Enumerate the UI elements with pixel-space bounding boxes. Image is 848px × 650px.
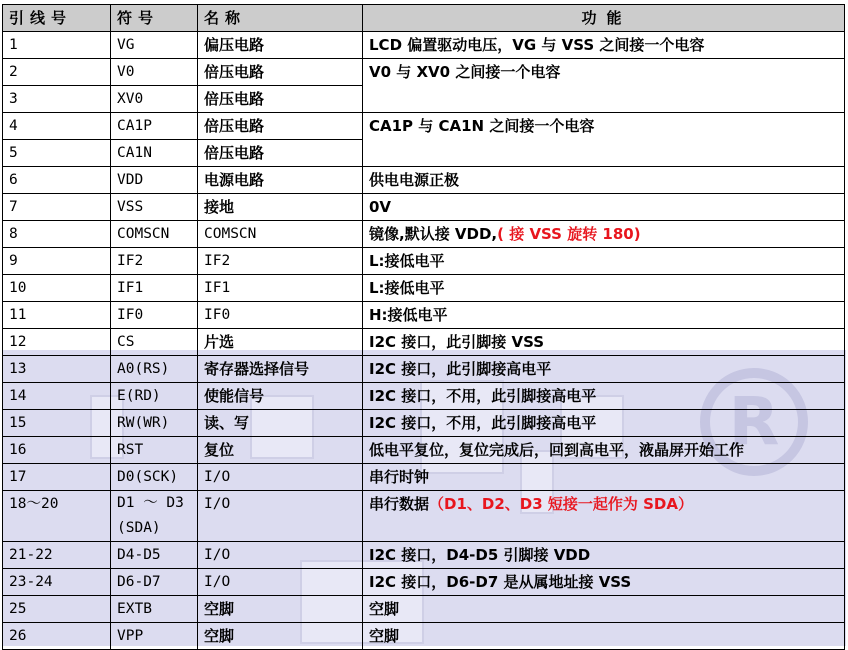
function-cell: 供电电源正极 bbox=[363, 167, 845, 194]
function-cell: I2C 接口，D6-D7 是从属地址接 VSS bbox=[363, 569, 845, 596]
pin-cell: 11 bbox=[3, 302, 111, 329]
function-cell: CA1P 与 CA1N 之间接一个电容 bbox=[363, 113, 845, 167]
pin-cell: 26 bbox=[3, 623, 111, 650]
name-cell: 电源电路 bbox=[198, 167, 363, 194]
function-cell: LCD 偏置驱动电压，VG 与 VSS 之间接一个电容 bbox=[363, 32, 845, 59]
table-row bbox=[3, 302, 845, 329]
table-row bbox=[3, 32, 845, 59]
name-cell: COMSCN bbox=[198, 221, 363, 248]
pin-cell: 4 bbox=[3, 113, 111, 140]
pin-cell: 14 bbox=[3, 383, 111, 410]
symbol-cell: E(RD) bbox=[111, 383, 198, 410]
function-cell bbox=[363, 491, 845, 542]
function-cell: 空脚 bbox=[363, 623, 845, 650]
pin-cell: 12 bbox=[3, 329, 111, 356]
symbol-cell: VSS bbox=[111, 194, 198, 221]
table-row bbox=[3, 491, 845, 542]
function-text: 串行数据 bbox=[369, 495, 430, 513]
name-cell: 倍压电路 bbox=[198, 113, 363, 140]
function-text: 镜像,默认接 VDD, bbox=[369, 225, 498, 243]
pin-cell: 13 bbox=[3, 356, 111, 383]
symbol-cell: IF0 bbox=[111, 302, 198, 329]
function-cell: V0 与 XV0 之间接一个电容 bbox=[363, 59, 845, 113]
symbol-cell: D6-D7 bbox=[111, 569, 198, 596]
pin-cell: 15 bbox=[3, 410, 111, 437]
symbol-cell: CA1P bbox=[111, 113, 198, 140]
pin-cell: 5 bbox=[3, 140, 111, 167]
function-cell: I2C 接口，此引脚接 VSS bbox=[363, 329, 845, 356]
name-cell: 倍压电路 bbox=[198, 140, 363, 167]
symbol-cell: VG bbox=[111, 32, 198, 59]
name-cell: 倍压电路 bbox=[198, 59, 363, 86]
symbol-cell: XV0 bbox=[111, 86, 198, 113]
function-note: ( 接 VSS 旋转 180) bbox=[497, 225, 641, 243]
table-row bbox=[3, 248, 845, 275]
symbol-cell: IF1 bbox=[111, 275, 198, 302]
symbol-cell: CA1N bbox=[111, 140, 198, 167]
name-cell: 寄存器选择信号 bbox=[198, 356, 363, 383]
name-cell: I/O bbox=[198, 464, 363, 491]
pin-cell: 17 bbox=[3, 464, 111, 491]
symbol-cell: EXTB bbox=[111, 596, 198, 623]
name-cell: I/O bbox=[198, 569, 363, 596]
name-cell: IF1 bbox=[198, 275, 363, 302]
function-cell: L:接低电平 bbox=[363, 248, 845, 275]
symbol-cell: VPP bbox=[111, 623, 198, 650]
header-function: 功能 bbox=[363, 5, 845, 32]
table-row bbox=[3, 275, 845, 302]
table-row bbox=[3, 329, 845, 356]
header-symbol: 符号 bbox=[111, 5, 198, 32]
name-cell: 空脚 bbox=[198, 623, 363, 650]
name-cell: I/O bbox=[198, 542, 363, 569]
symbol-cell: RW(WR) bbox=[111, 410, 198, 437]
name-cell: 偏压电路 bbox=[198, 32, 363, 59]
function-cell: 0V bbox=[363, 194, 845, 221]
pin-cell: 1 bbox=[3, 32, 111, 59]
pin-cell: 16 bbox=[3, 437, 111, 464]
function-cell bbox=[363, 221, 845, 248]
function-cell: 串行时钟 bbox=[363, 464, 845, 491]
table-row bbox=[3, 59, 845, 86]
symbol-cell: A0(RS) bbox=[111, 356, 198, 383]
name-cell: 接地 bbox=[198, 194, 363, 221]
table-row bbox=[3, 194, 845, 221]
pin-cell: 3 bbox=[3, 86, 111, 113]
table-row bbox=[3, 356, 845, 383]
symbol-cell: RST bbox=[111, 437, 198, 464]
pin-cell: 8 bbox=[3, 221, 111, 248]
name-cell: 片选 bbox=[198, 329, 363, 356]
symbol-cell: D1 ～ D3 (SDA) bbox=[111, 491, 198, 542]
name-cell: 空脚 bbox=[198, 596, 363, 623]
symbol-cell: D0(SCK) bbox=[111, 464, 198, 491]
symbol-cell: D4-D5 bbox=[111, 542, 198, 569]
table-row bbox=[3, 167, 845, 194]
symbol-cell: CS bbox=[111, 329, 198, 356]
table-row bbox=[3, 623, 845, 650]
function-cell: I2C 接口，不用，此引脚接高电平 bbox=[363, 410, 845, 437]
symbol-cell: V0 bbox=[111, 59, 198, 86]
pin-cell: 23-24 bbox=[3, 569, 111, 596]
table-row bbox=[3, 383, 845, 410]
table-row bbox=[3, 464, 845, 491]
table-row bbox=[3, 221, 845, 248]
name-cell: IF0 bbox=[198, 302, 363, 329]
name-cell: 复位 bbox=[198, 437, 363, 464]
pin-cell: 10 bbox=[3, 275, 111, 302]
function-cell: 空脚 bbox=[363, 596, 845, 623]
function-cell: H:接低电平 bbox=[363, 302, 845, 329]
registered-trademark-logo: R bbox=[700, 368, 808, 476]
symbol-cell: COMSCN bbox=[111, 221, 198, 248]
table-row bbox=[3, 596, 845, 623]
name-cell: 读、写 bbox=[198, 410, 363, 437]
name-cell: I/O bbox=[198, 491, 363, 542]
function-cell: 低电平复位，复位完成后，回到高电平，液晶屏开始工作 bbox=[363, 437, 845, 464]
pin-cell: 18～20 bbox=[3, 491, 111, 542]
header-pin: 引线号 bbox=[3, 5, 111, 32]
symbol-cell: VDD bbox=[111, 167, 198, 194]
function-cell: I2C 接口，D4-D5 引脚接 VDD bbox=[363, 542, 845, 569]
pin-cell: 2 bbox=[3, 59, 111, 86]
function-cell: I2C 接口，不用，此引脚接高电平 bbox=[363, 383, 845, 410]
function-note: （D1、D2、D3 短接一起作为 SDA） bbox=[429, 495, 693, 513]
header-name: 名称 bbox=[198, 5, 363, 32]
pin-cell: 6 bbox=[3, 167, 111, 194]
table-row bbox=[3, 542, 845, 569]
function-cell: I2C 接口，此引脚接高电平 bbox=[363, 356, 845, 383]
name-cell: 使能信号 bbox=[198, 383, 363, 410]
pin-cell: 21-22 bbox=[3, 542, 111, 569]
symbol-cell: IF2 bbox=[111, 248, 198, 275]
table-row bbox=[3, 437, 845, 464]
table-header-row bbox=[3, 5, 845, 32]
name-cell: IF2 bbox=[198, 248, 363, 275]
table-row bbox=[3, 113, 845, 140]
pin-definition-table bbox=[2, 4, 845, 650]
pin-cell: 9 bbox=[3, 248, 111, 275]
pin-cell: 25 bbox=[3, 596, 111, 623]
table-row bbox=[3, 569, 845, 596]
function-cell: L:接低电平 bbox=[363, 275, 845, 302]
pin-cell: 7 bbox=[3, 194, 111, 221]
name-cell: 倍压电路 bbox=[198, 86, 363, 113]
table-row bbox=[3, 410, 845, 437]
